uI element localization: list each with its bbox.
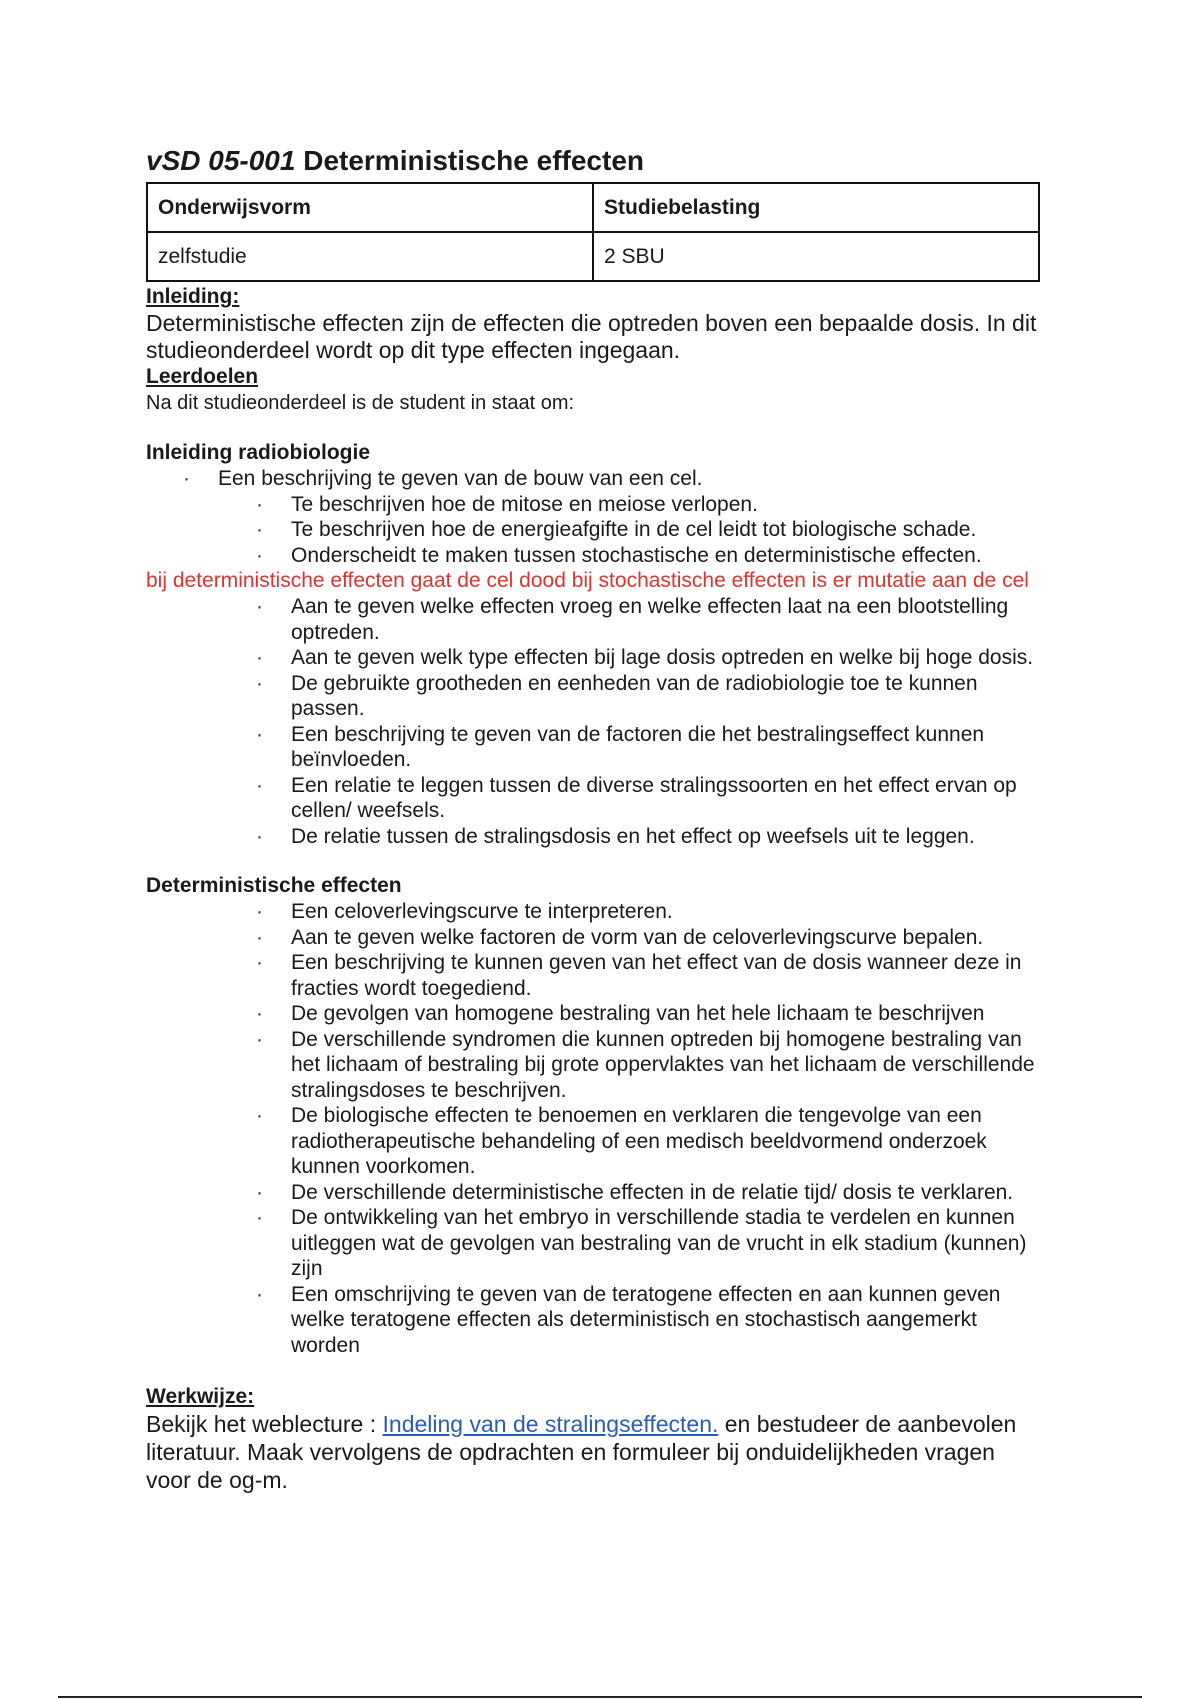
list-item: · Een beschrijving te geven van de factoren die het bestralingseffect kunnen beïnvloeden. <box>291 722 1046 773</box>
list-item: · De verschillende syndromen die kunnen optreden bij homogene bestraling van het lichaam of bestraling bij grote oppervlaktes van het lichaam de verschillende stralingsdoses te beschrijven. <box>291 1027 1046 1104</box>
list-item: · De biologische effecten te benoemen en verklaren die tengevolge van een radiotherapeutische behandeling of een medisch beeldvormend onderzoek kunnen voorkomen. <box>291 1103 1046 1180</box>
list-item: · Aan te geven welk type effecten bij lage dosis optreden en welke bij hoge dosis. <box>291 645 1046 671</box>
werkwijze-heading: Werkwijze: <box>146 1385 255 1408</box>
list-item: · Een beschrijving te geven van de bouw van een cel. <box>218 466 1046 492</box>
document-page <box>146 144 1046 1494</box>
footer-divider <box>58 1696 1142 1698</box>
meta-table <box>146 182 1040 282</box>
red-annotation: bij deterministische effecten gaat de cel dood bij stochastische effecten is er mutatie aan de cel <box>146 569 1029 592</box>
list-item: · Een celoverlevingscurve te interpreteren. <box>291 899 1046 925</box>
list-item: · De gevolgen van homogene bestraling van het hele lichaam te beschrijven <box>291 1001 1046 1027</box>
leerdoelen-intro: Na dit studieonderdeel is de student in staat om: <box>146 392 575 414</box>
bullet-list-level2 <box>146 594 1046 849</box>
page-title <box>146 144 1046 178</box>
inleiding-text: Deterministische effecten zijn de effecten die optreden boven een bepaalde dosis. In dit studieonderdeel wordt op dit type effecten ingegaan. <box>146 310 1037 363</box>
list-item: · Een beschrijving te kunnen geven van het effect van de dosis wanneer deze in fracties wordt toegediend. <box>291 950 1046 1001</box>
bullet-list-level1 <box>146 466 1046 492</box>
list-item: · Aan te geven welke effecten vroeg en welke effecten laat na een blootstelling optreden. <box>291 594 1046 645</box>
leerdoelen-heading: Leerdoelen <box>146 365 259 388</box>
bullet-list-level2 <box>146 899 1046 1358</box>
title-code: vSD 05-001 <box>146 145 296 176</box>
werkwijze-text-before: Bekijk het weblecture : <box>146 1411 383 1437</box>
list-item: · Een relatie te leggen tussen de diverse stralingssoorten en het effect ervan op cellen/ weefsels. <box>291 773 1046 824</box>
table-cell-studiebelasting: 2 SBU <box>593 232 1039 281</box>
weblecture-link[interactable]: Indeling van de stralingseffecten. <box>382 1411 719 1437</box>
werkwijze-text-after: en bestudeer de aanbevolen literatuur. Maak vervolgens de opdrachten en formuleer bij onduidelijkheden vragen voor de og-m. <box>146 1411 1017 1493</box>
inleiding-heading: Inleiding: <box>146 285 240 308</box>
list-item: · De relatie tussen de stralingsdosis en het effect op weefsels uit te leggen. <box>291 824 1046 850</box>
table-row <box>147 232 1039 281</box>
section-heading-deterministische: Deterministische effecten <box>146 874 402 897</box>
table-header-studiebelasting: Studiebelasting <box>593 183 1039 232</box>
list-item: · Te beschrijven hoe de energieafgifte in de cel leidt tot biologische schade. <box>291 517 1046 543</box>
list-item: · De gebruikte grootheden en eenheden van de radiobiologie toe te kunnen passen. <box>291 671 1046 722</box>
table-header-row <box>147 183 1039 232</box>
table-header-onderwijsvorm: Onderwijsvorm <box>147 183 593 232</box>
werkwijze-text <box>146 1410 1046 1494</box>
list-item: · Een omschrijving te geven van de teratogene effecten en aan kunnen geven welke teratogene effecten als deterministisch en stochastisch aangemerkt worden <box>291 1282 1046 1359</box>
list-item: · Te beschrijven hoe de mitose en meiose verlopen. <box>291 492 1046 518</box>
section-heading-radiobiologie: Inleiding radiobiologie <box>146 441 370 464</box>
table-cell-onderwijsvorm: zelfstudie <box>147 232 593 281</box>
list-item: · De ontwikkeling van het embryo in verschillende stadia te verdelen en kunnen uitleggen wat de gevolgen van bestraling van de vrucht in elk stadium (kunnen) zijn <box>291 1205 1046 1282</box>
list-item: · Onderscheidt te maken tussen stochastische en deterministische effecten. <box>291 543 1046 569</box>
list-item: · Aan te geven welke factoren de vorm van de celoverlevingscurve bepalen. <box>291 925 1046 951</box>
title-text: Deterministische effecten <box>303 145 645 176</box>
bullet-list-level2 <box>146 492 1046 569</box>
list-item: · De verschillende deterministische effecten in de relatie tijd/ dosis te verklaren. <box>291 1180 1046 1206</box>
